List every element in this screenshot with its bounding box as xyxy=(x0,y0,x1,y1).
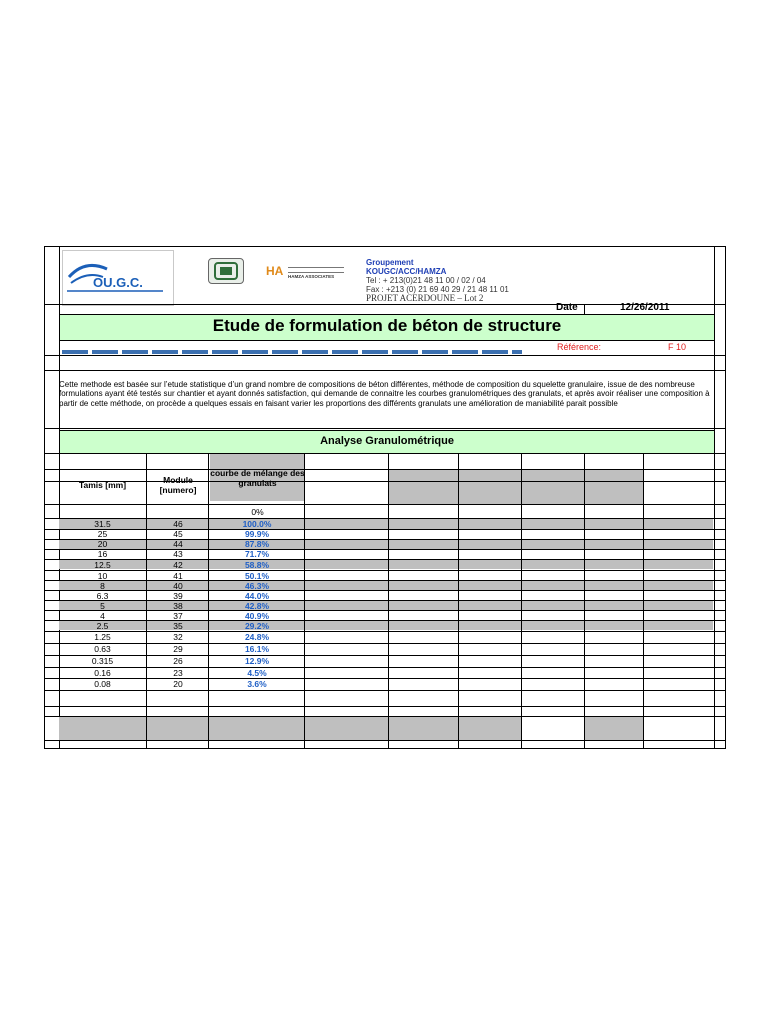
table-row-line xyxy=(44,549,726,550)
row-pct: 3.6% xyxy=(247,679,267,689)
reference-row-line xyxy=(44,355,726,356)
table-row-line xyxy=(44,706,726,707)
footer-gray-2 xyxy=(389,717,522,740)
header-gray-sub xyxy=(389,481,643,504)
row-pct: 71.7% xyxy=(244,549,270,559)
project-line: PROJET ACERDOUNE – Lot 2 xyxy=(366,293,484,303)
row-tamis: 8 xyxy=(100,581,105,591)
kougc-logo xyxy=(62,250,174,306)
hamza-arabic-script xyxy=(288,267,344,273)
row-module: 41 xyxy=(173,571,183,581)
intro-paragraph: Cette methode est basée sur l’etude statistique d’un grand nombre de compositions de béton différentes, méthode de composition du squelette granulaire, issue de des nombreuse formulations ayant été testés sur chantier et ayant donnés satisfaction, qui demande de connaitre les courbes granulométriques des granulats, et après avoir réaliser une composition à partir de cette méthode, on procède a quelques essais en faisant varier les proportions des différents granulats une amélioration de maniabilité parait possible xyxy=(59,380,710,408)
table-row-line xyxy=(44,716,726,717)
row-pct: 100.0% xyxy=(242,519,272,529)
clipped-subtitle xyxy=(62,348,522,354)
row-tamis: 12.5 xyxy=(94,560,111,570)
row-pct: 46.3% xyxy=(244,581,270,591)
table-row-line xyxy=(44,504,726,505)
row-tamis: 0.315 xyxy=(91,656,114,666)
row-module: 38 xyxy=(173,601,183,611)
hamza-logo xyxy=(266,264,346,282)
frame-bottom xyxy=(44,748,726,749)
row-module: 23 xyxy=(173,668,183,678)
row-pct: 44.0% xyxy=(244,591,270,601)
row-tamis: 20 xyxy=(97,539,108,549)
row-module: 32 xyxy=(173,632,183,642)
row-tamis: 5 xyxy=(100,601,105,611)
reference-label: Référence: xyxy=(557,342,602,352)
fax-line: Fax : +213 (0) 21 69 40 29 / 21 48 11 01 xyxy=(366,285,509,294)
acc-logo-mark xyxy=(209,259,243,283)
group-name: KOUGC/ACC/HAMZA xyxy=(366,267,447,276)
table-row-line xyxy=(44,643,726,644)
hamza-logo-text: HAMZA ASSOCIATES xyxy=(288,274,335,279)
footer-gray-3 xyxy=(585,717,643,740)
row-module: 45 xyxy=(173,529,183,539)
table-row-line xyxy=(44,453,726,454)
table-row-line xyxy=(44,631,726,632)
table-row-line xyxy=(44,559,726,560)
col-tamis-header: Tamis [mm] xyxy=(78,480,127,490)
kougc-logo-text: OU.G.C. xyxy=(93,275,143,290)
section-title: Analyse Granulométrique xyxy=(320,435,454,447)
row-tamis: 10 xyxy=(97,571,108,581)
row-pct: 58.8% xyxy=(244,560,270,570)
row-tamis: 0.08 xyxy=(94,679,111,689)
acc-logo xyxy=(208,258,244,284)
row-tamis: 31.5 xyxy=(94,519,111,529)
row-tamis: 1.25 xyxy=(94,632,111,642)
date-value: 12/26/2011 xyxy=(620,302,670,313)
row-pct: 24.8% xyxy=(244,632,270,642)
row-module: 29 xyxy=(173,644,183,654)
table-row-line xyxy=(44,678,726,679)
col-courbe-header: courbe de mélange des granulats xyxy=(210,468,305,488)
row-module: 44 xyxy=(173,539,183,549)
table-row-line xyxy=(44,610,726,611)
table-row-line xyxy=(44,655,726,656)
row-module: 42 xyxy=(173,560,183,570)
table-row-line xyxy=(44,690,726,691)
frame-top xyxy=(44,246,726,247)
footer-gray xyxy=(59,717,388,740)
row-module: 40 xyxy=(173,581,183,591)
row-module: 20 xyxy=(173,679,183,689)
row-pct: 16.1% xyxy=(244,644,270,654)
table-row-line xyxy=(44,539,726,540)
group-label: Groupement xyxy=(366,258,414,267)
table-row-line xyxy=(44,740,726,741)
row-module: 39 xyxy=(173,591,183,601)
frame-left xyxy=(44,246,45,749)
row-tamis: 16 xyxy=(97,549,108,559)
table-row-line xyxy=(44,620,726,621)
table-row-line xyxy=(44,469,726,470)
row-tamis: 0.16 xyxy=(94,668,111,678)
date-sep xyxy=(584,304,585,314)
row-module: 37 xyxy=(173,611,183,621)
intro-bottom-line xyxy=(44,428,726,429)
hamza-logo-initials: HA xyxy=(266,264,284,278)
frame-right xyxy=(725,246,726,749)
row-tamis: 0.63 xyxy=(94,644,111,654)
row-module: 43 xyxy=(173,549,183,559)
tel-line: Tel : + 213(0)21 48 11 00 / 02 / 04 xyxy=(366,276,486,285)
row-tamis: 2.5 xyxy=(96,621,109,631)
page-title: Etude de formulation de béton de structure xyxy=(212,316,562,335)
col-courbe-zero: 0% xyxy=(251,507,264,517)
row-tamis: 6.3 xyxy=(96,591,109,601)
row-pct: 87.8% xyxy=(244,539,270,549)
row-line xyxy=(44,370,726,371)
reference-value: F 10 xyxy=(668,342,687,352)
table-row-line xyxy=(44,580,726,581)
row-pct: 42.8% xyxy=(244,601,270,611)
row-pct: 99.9% xyxy=(244,529,270,539)
table-row-line xyxy=(44,600,726,601)
row-pct: 29.2% xyxy=(244,621,270,631)
col-module-header: Module [numero] xyxy=(159,475,197,495)
table-row-line xyxy=(44,590,726,591)
table-row-line xyxy=(44,518,726,519)
row-tamis: 25 xyxy=(97,529,108,539)
header-gray-top xyxy=(389,469,643,481)
section-bar xyxy=(59,430,715,454)
row-pct: 12.9% xyxy=(244,656,270,666)
row-pct: 4.5% xyxy=(247,668,267,678)
row-tamis: 4 xyxy=(100,611,105,621)
table-row-line xyxy=(44,481,726,482)
row-pct: 50.1% xyxy=(244,571,270,581)
table-row-line xyxy=(44,570,726,571)
row-module: 35 xyxy=(173,621,183,631)
header-contact xyxy=(366,258,509,303)
row-pct: 40.9% xyxy=(244,611,270,621)
title-bar xyxy=(59,314,715,341)
table-row-line xyxy=(44,529,726,530)
date-label: Date xyxy=(556,302,578,313)
table-row-line xyxy=(44,667,726,668)
row-module: 46 xyxy=(173,519,183,529)
row-module: 26 xyxy=(173,656,183,666)
